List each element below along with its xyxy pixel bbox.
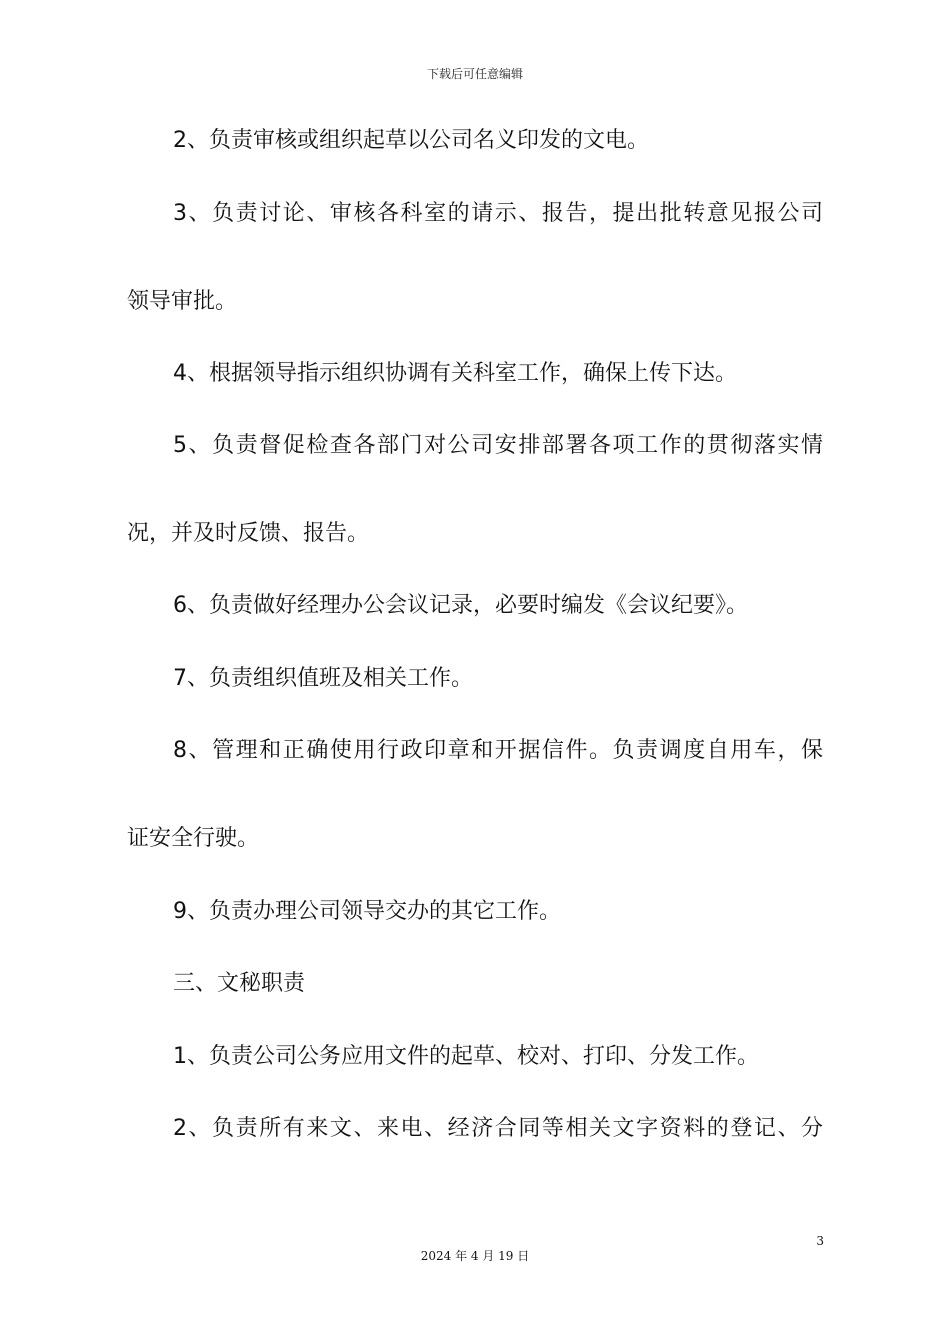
paragraph-line: 2、负责审核或组织起草以公司名义印发的文电。 [173,128,649,153]
paragraph-line: 6、负责做好经理办公会议记录，必要时编发《会议纪要》。 [173,593,748,618]
paragraph-line: 5、负责督促检查各部门对公司安排部署各项工作的贯彻落实情 [173,433,823,458]
paragraph-line: 9、负责办理公司领导交办的其它工作。 [173,899,561,924]
section-heading: 三、文秘职责 [173,971,306,996]
paragraph-line: 况，并及时反馈、报告。 [127,521,370,546]
paragraph-line: 1、负责公司公务应用文件的起草、校对、打印、分发工作。 [173,1044,759,1069]
paragraph-line: 证安全行驶。 [127,826,260,851]
footer-date: 2024 年 4 月 19 日 [420,1249,530,1263]
paragraph-line: 领导审批。 [127,289,238,314]
paragraph-line: 2、负责所有来文、来电、经济合同等相关文字资料的登记、分 [173,1116,823,1141]
page-number: 3 [816,1234,824,1248]
paragraph-line: 4、根据领导指示组织协调有关科室工作，确保上传下达。 [173,361,737,386]
paragraph-line: 7、负责组织值班及相关工作。 [173,666,473,691]
paragraph-line: 3、负责讨论、审核各科室的请示、报告，提出批转意见报公司 [173,201,823,226]
page-header: 下载后可任意编辑 [426,67,523,81]
paragraph-line: 8、管理和正确使用行政印章和开据信件。负责调度自用车，保 [173,738,823,763]
